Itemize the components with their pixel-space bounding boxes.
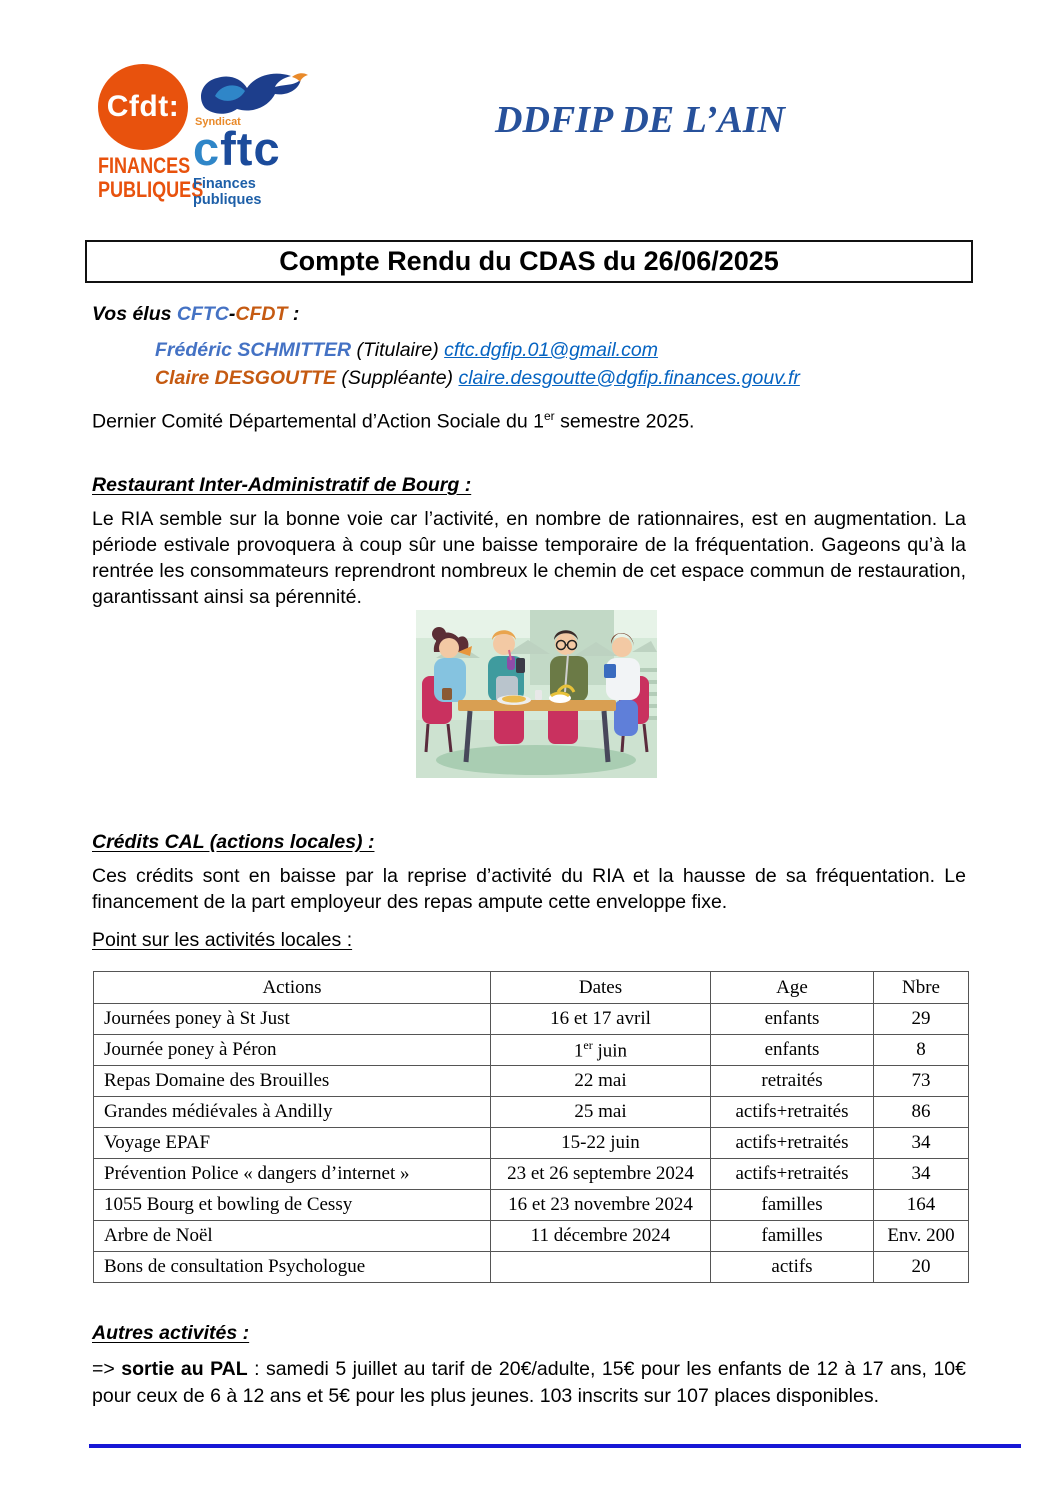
table-row — [94, 1035, 969, 1066]
table-row — [94, 1190, 969, 1221]
table-header-row — [94, 972, 969, 1004]
table-cell: enfants — [711, 1035, 874, 1066]
elus-prefix: Vos élus — [92, 303, 177, 325]
table-cell: 16 et 23 novembre 2024 — [491, 1190, 711, 1221]
table-row — [94, 1004, 969, 1035]
table-cell: Voyage EPAF — [94, 1128, 491, 1159]
table-cell: 16 et 17 avril — [491, 1004, 711, 1035]
table-row — [94, 1128, 969, 1159]
section-body-ria: Le RIA semble sur la bonne voie car l’activité, en nombre de rationnaires, est en augmentation. La période estivale provoquera à coup sûr une baisse temporaire de la fréquentation. Gageons qu’à la rentrée les consommateurs reprendront nombreux le chemin de cet espace commun de restauration, garantissant ainsi sa pérennité. — [92, 508, 966, 608]
table-cell: Bons de consultation Psychologue — [94, 1252, 491, 1283]
table-cell: 73 — [874, 1066, 969, 1097]
section-heading-ria: Restaurant Inter-Administratif de Bourg : — [92, 474, 472, 496]
table-cell: 34 — [874, 1159, 969, 1190]
table-cell: Journées poney à St Just — [94, 1004, 491, 1035]
table-cell: Repas Domaine des Brouilles — [94, 1066, 491, 1097]
elus-cftc: CFTC — [176, 303, 229, 325]
table-cell: 11 décembre 2024 — [491, 1221, 711, 1252]
table-cell: Prévention Police « dangers d’internet » — [94, 1159, 491, 1190]
cftc-bird-icon — [197, 70, 315, 120]
member-role: (Titulaire) — [351, 339, 445, 361]
section-body-autres: => sortie au PAL : samedi 5 juillet au tarif de 20€/adulte, 15€ pour les enfants de 12 à 17 ans, 10€ pour ceux de 6 à 12 ans et 5€ pour les plus jeunes. 103 inscrits sur 107 places disponibles. — [92, 1358, 966, 1407]
table-cell: 22 mai — [491, 1066, 711, 1097]
table-cell: 20 — [874, 1252, 969, 1283]
autres-bold-text: sortie au PAL — [121, 1358, 248, 1380]
table-cell: actifs+retraités — [711, 1128, 874, 1159]
table-row — [94, 1066, 969, 1097]
table-cell: 29 — [874, 1004, 969, 1035]
arrow-text: => — [92, 1358, 122, 1380]
table-cell: 15-22 juin — [491, 1128, 711, 1159]
table-cell: 1055 Bourg et bowling de Cessy — [94, 1190, 491, 1221]
activities-table — [93, 971, 969, 1283]
cafeteria-illustration-image — [408, 600, 665, 789]
table-cell: 1er juin — [491, 1035, 711, 1066]
cftc-logo-text: cftc — [193, 122, 281, 175]
table-header-dates: Dates — [491, 972, 711, 1004]
table-cell: Grandes médiévales à Andilly — [94, 1097, 491, 1128]
elus-suffix: : — [287, 303, 300, 325]
table-cell: Arbre de Noël — [94, 1221, 491, 1252]
table-cell — [491, 1252, 711, 1283]
footer-divider-line — [89, 1444, 1021, 1448]
table-cell: actifs+retraités — [711, 1159, 874, 1190]
page-title: DDFIP DE L’AIN — [495, 99, 785, 141]
cfdt-logo-text: Cfdt: — [106, 90, 180, 123]
table-cell: familles — [711, 1221, 874, 1252]
section-heading-autres: Autres activités : — [92, 1322, 250, 1344]
cftc-syndicat-label: Syndicat — [195, 116, 241, 128]
cftc-logo — [193, 70, 328, 208]
table-cell: 25 mai — [491, 1097, 711, 1128]
member-name: Claire DESGOUTTE — [155, 366, 336, 389]
table-header-nbre: Nbre — [874, 972, 969, 1004]
table-cell: 8 — [874, 1035, 969, 1066]
table-cell: Journée poney à Péron — [94, 1035, 491, 1066]
elus-members — [155, 337, 800, 392]
section-body-credits: Ces crédits sont en baisse par la reprise d’activité du RIA et la hausse de sa fréquentation. Le financement de la part employeur des repas ampute cette enveloppe fixe. — [92, 865, 966, 913]
superscript: er — [543, 409, 555, 423]
member-email-link[interactable]: cftc.dgfip.01@gmail.com — [444, 339, 658, 361]
table-cell: retraités — [711, 1066, 874, 1097]
cafeteria-illustration — [408, 600, 665, 789]
table-cell: 23 et 26 septembre 2024 — [491, 1159, 711, 1190]
cfdt-caption-line1: FINANCES — [98, 153, 191, 178]
table-body — [94, 1004, 969, 1283]
table-cell: familles — [711, 1190, 874, 1221]
elus-heading — [92, 303, 299, 326]
table-cell: 86 — [874, 1097, 969, 1128]
table-cell: Env. 200 — [874, 1221, 969, 1252]
elus-dash: - — [228, 303, 236, 325]
member-line — [155, 365, 800, 393]
table-header-age: Age — [711, 972, 874, 1004]
section-heading-activites-locales: Point sur les activités locales : — [92, 929, 353, 951]
cftc-logo-caption: Finances publiques — [193, 176, 262, 208]
member-role: (Suppléante) — [335, 366, 459, 389]
member-line — [155, 337, 800, 365]
cfdt-caption-line2: PUBLIQUES — [98, 177, 204, 202]
table-row — [94, 1221, 969, 1252]
table-cell: 164 — [874, 1190, 969, 1221]
intro-sentence: Dernier Comité Départemental d’Action Sociale du 1er semestre 2025. — [92, 409, 695, 433]
table-header-actions: Actions — [94, 972, 491, 1004]
table-cell: actifs+retraités — [711, 1097, 874, 1128]
section-heading-credits: Crédits CAL (actions locales) : — [92, 831, 375, 853]
elus-cfdt: CFDT — [235, 303, 288, 325]
table-row — [94, 1097, 969, 1128]
table-row — [94, 1252, 969, 1283]
table-cell: 34 — [874, 1128, 969, 1159]
table-cell: enfants — [711, 1004, 874, 1035]
report-title-box: Compte Rendu du CDAS du 26/06/2025 — [85, 240, 973, 283]
table-cell: actifs — [711, 1252, 874, 1283]
member-email-link[interactable]: claire.desgoutte@dgfip.finances.gouv.fr — [458, 366, 800, 389]
member-name: Frédéric SCHMITTER — [155, 339, 352, 361]
cfdt-logo-icon — [98, 64, 188, 150]
table-row — [94, 1159, 969, 1190]
